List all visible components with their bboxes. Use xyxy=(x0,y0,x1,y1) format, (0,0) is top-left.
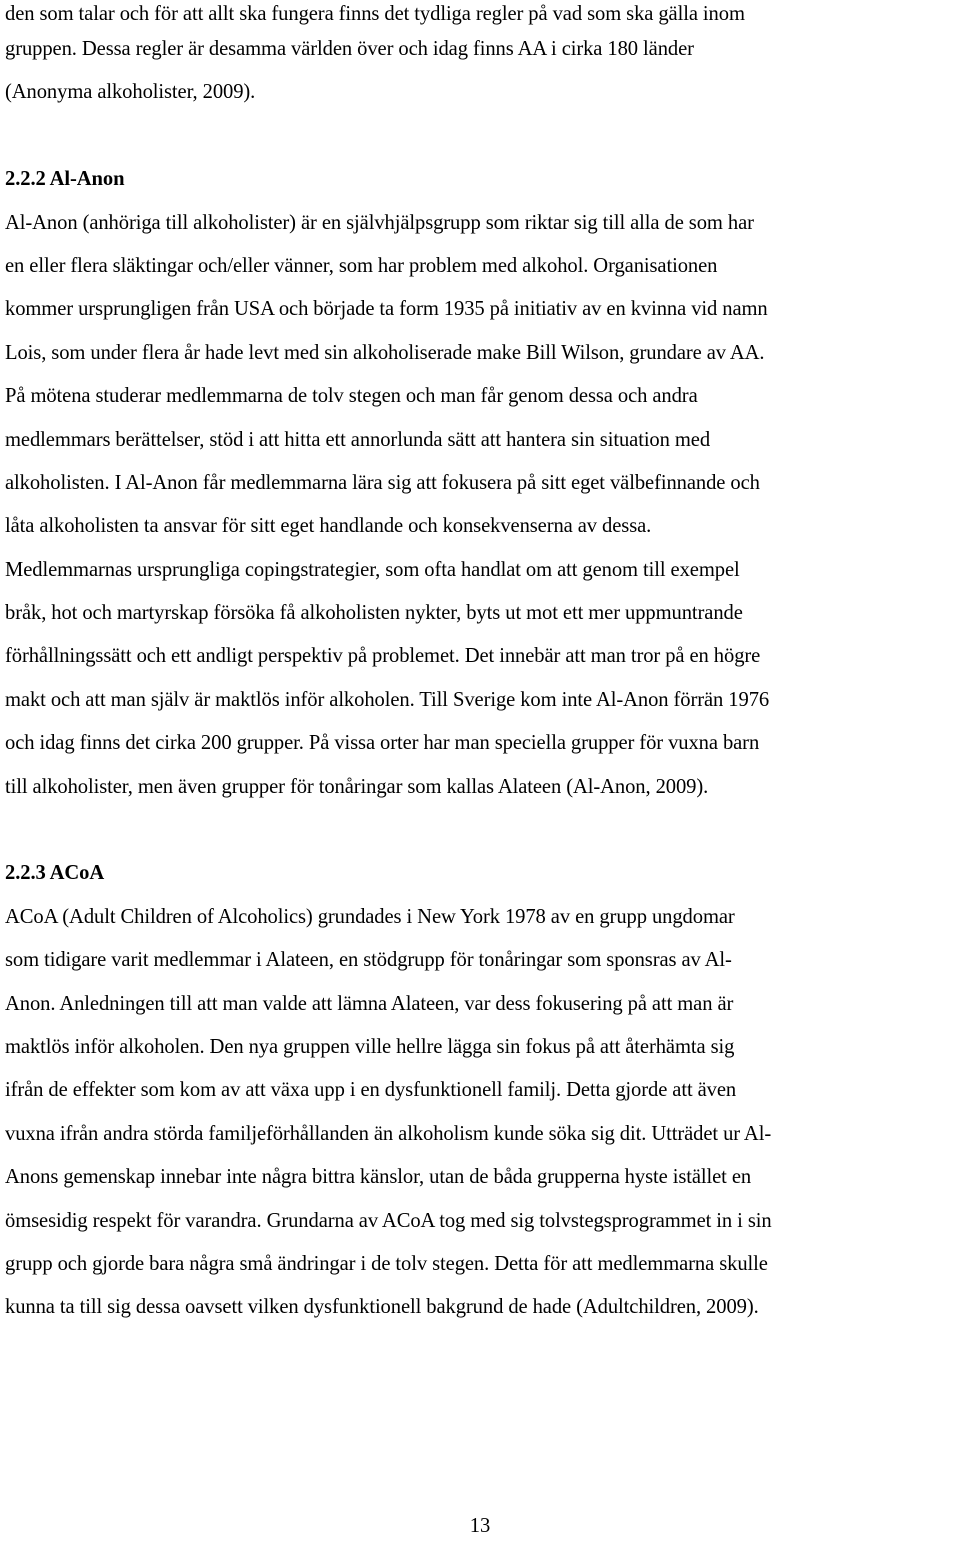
text-line: kommer ursprungligen från USA och började ta form 1935 på initiativ av en kvinna vid namn xyxy=(5,298,768,321)
text-line: medlemmars berättelser, stöd i att hitta ett annorlunda sätt att hantera sin situation med xyxy=(5,428,711,451)
text-line: en eller flera släktingar och/eller vänner, som har problem med alkohol. Organisationen xyxy=(5,254,718,277)
text-line: alkoholisten. I Al-Anon får medlemmarna lära sig att fokusera på sitt eget välbefinnande och xyxy=(5,471,760,494)
text-line: (Anonyma alkoholister, 2009). xyxy=(5,81,256,104)
text-line: vuxna ifrån andra störda familjeförhållanden än alkoholism kunde söka sig dit. Utträdet ur Al- xyxy=(5,1122,772,1145)
text-line: förhållningssätt och ett andligt perspektiv på problemet. Det innebär att man tror på en högre xyxy=(5,645,761,668)
text-line: Medlemmarnas ursprungliga copingstrategier, som ofta handlat om att genom till exempel xyxy=(5,558,740,581)
section-al-anon xyxy=(5,158,960,809)
text-line: Al-Anon (anhöriga till alkoholister) är en självhjälpsgrupp som riktar sig till alla de som har xyxy=(5,211,754,234)
text-line: Anon. Anledningen till att man valde att lämna Alateen, var dess fokusering på att man är xyxy=(5,992,734,1015)
text-line: ifrån de effekter som kom av att växa upp i en dysfunktionell familj. Detta gjorde att även xyxy=(5,1079,737,1102)
text-line: På mötena studerar medlemmarna de tolv stegen och man får genom dessa och andra xyxy=(5,385,698,408)
paragraph-intro xyxy=(5,0,960,115)
text-line: ACoA (Adult Children of Alcoholics) grundades i New York 1978 av en grupp ungdomar xyxy=(5,905,735,928)
text-line: makt och att man själv är maktlös inför alkoholen. Till Sverige kom inte Al-Anon förrän 1976 xyxy=(5,688,770,711)
section-heading: 2.2.2 Al-Anon xyxy=(5,168,125,191)
text-line: som tidigare varit medlemmar i Alateen, en stödgrupp för tonåringar som sponsras av Al- xyxy=(5,949,732,972)
text-line: till alkoholister, men även grupper för tonåringar som kallas Alateen (Al-Anon, 2009). xyxy=(5,775,709,798)
paragraph-spacer xyxy=(5,809,960,852)
text-line: Lois, som under flera år hade levt med sin alkoholiserade make Bill Wilson, grundare av AA. xyxy=(5,341,765,364)
text-line: gruppen. Dessa regler är desamma världen över och idag finns AA i cirka 180 länder xyxy=(5,38,694,60)
text-line: grupp och gjorde bara några små ändringar i de tolv stegen. Detta för att medlemmarna skulle xyxy=(5,1252,768,1275)
section-heading: 2.2.3 ACoA xyxy=(5,862,105,885)
section-acoa xyxy=(5,852,960,1329)
text-line: ömsesidig respekt för varandra. Grundarna av ACoA tog med sig tolvstegsprogrammet in i sin xyxy=(5,1209,772,1232)
page-number: 13 xyxy=(469,1515,491,1537)
text-line: låta alkoholisten ta ansvar för sitt eget handlande och konsekvenserna av dessa. xyxy=(5,515,652,538)
paragraph-spacer xyxy=(5,115,960,158)
text-line: den som talar och för att allt ska fungera finns det tydliga regler på vad som ska gälla inom xyxy=(5,3,745,25)
page-content xyxy=(5,0,960,1330)
text-line: kunna ta till sig dessa oavsett vilken dysfunktionell bakgrund de hade (Adultchildren, 2009). xyxy=(5,1296,759,1319)
text-line: och idag finns det cirka 200 grupper. På vissa orter har man speciella grupper för vuxna barn xyxy=(5,732,760,755)
text-line: maktlös inför alkoholen. Den nya gruppen ville hellre lägga sin fokus på att återhämta sig xyxy=(5,1035,735,1058)
text-line: Anons gemenskap innebar inte några bittra känslor, utan de båda grupperna hyste istället en xyxy=(5,1166,752,1189)
text-line: bråk, hot och martyrskap försöka få alkoholisten nykter, byts ut mot ett mer uppmuntrande xyxy=(5,602,743,625)
